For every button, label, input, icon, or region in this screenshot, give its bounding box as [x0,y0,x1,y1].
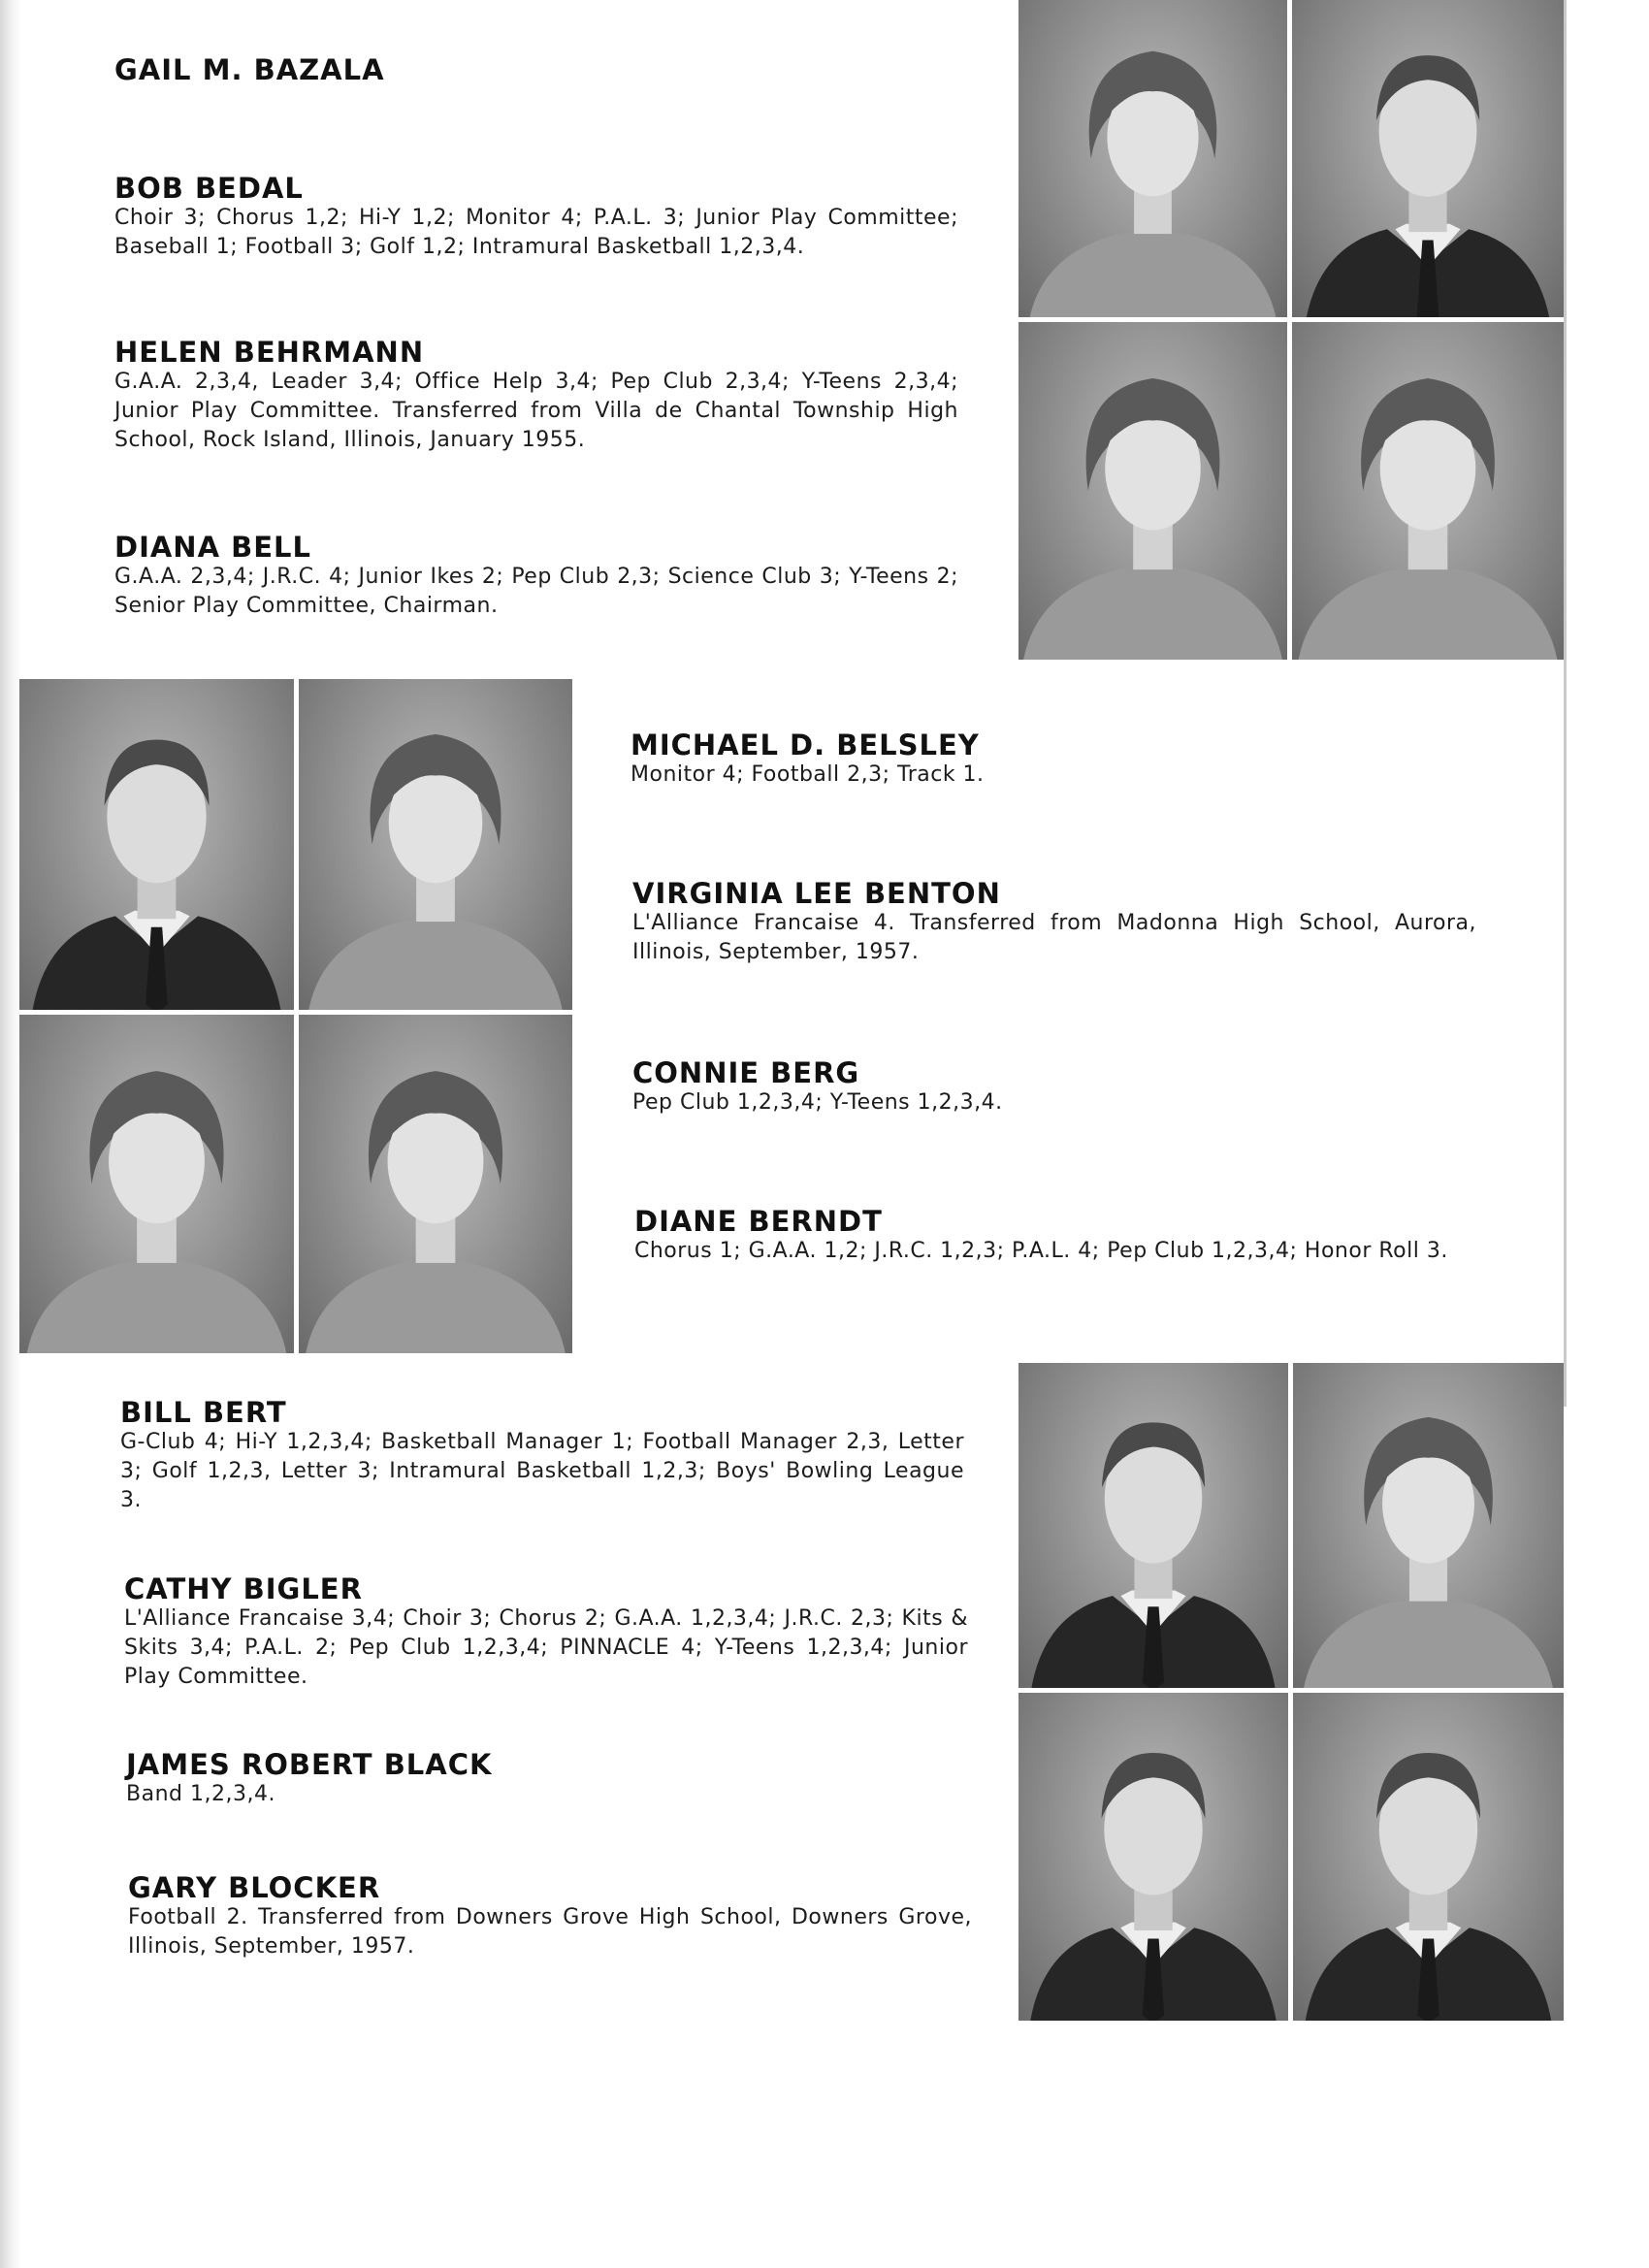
senior-entry [120,1397,964,1515]
portrait-photo [1018,0,1287,317]
portrait-sweater [306,1257,566,1353]
portrait-photo [1293,1363,1564,1688]
portrait-photo [19,1015,294,1353]
student-activities: G.A.A. 2,3,4, Leader 3,4; Office Help 3,4; Pep Club 2,3,4; Y-Teens 2,3,4; Junior Play Committee. Transferred from Villa de Chantal Township High School, Rock Island, Illinois, January 1955. [114,370,958,452]
portrait-silhouette [299,1015,572,1353]
portrait-silhouette [1018,1693,1288,2021]
student-name: VIRGINIA LEE BENTON [632,877,1001,910]
senior-entry [632,878,1476,967]
student-activities: L'Alliance Francaise 4. Transferred from Madonna High School, Aurora, Illinois, September, 1957. [632,911,1476,964]
portrait-photo [1018,322,1287,660]
student-name: GAIL M. BAZALA [114,53,385,86]
student-name: DIANA BELL [114,531,311,564]
photo-group-1 [1018,0,1564,660]
student-name: CONNIE BERG [632,1056,860,1089]
portrait-sweater [1023,564,1282,660]
student-activities: Band 1,2,3,4. [126,1782,275,1806]
student-activities: Monitor 4; Football 2,3; Track 1. [630,762,985,787]
portrait-sweater [1299,564,1558,660]
photo-group-3 [1018,1363,1564,2021]
portrait-silhouette [1292,0,1564,317]
portrait-silhouette [1018,0,1287,317]
student-name: JAMES ROBERT BLACK [126,1748,493,1781]
portrait-silhouette [299,679,572,1010]
student-name: DIANE BERNDT [634,1205,883,1238]
portrait-sweater [1029,229,1277,317]
student-name: MICHAEL D. BELSLEY [630,729,980,761]
portrait-photo [299,1015,572,1353]
portrait-silhouette [19,679,294,1010]
senior-entry [634,1206,1478,1266]
portrait-photo [1292,322,1564,660]
portrait-sweater [27,1257,287,1353]
senior-entry [114,532,958,621]
student-activities: G.A.A. 2,3,4; J.R.C. 4; Junior Ikes 2; Pep Club 2,3; Science Club 3; Y-Teens 2; Senior Play Committee, Chairman. [114,565,958,618]
student-name: CATHY BIGLER [124,1572,363,1605]
portrait-silhouette [19,1015,294,1353]
senior-entry [124,1573,968,1692]
portrait-photo [1292,0,1564,317]
senior-entry [632,1057,1476,1118]
portrait-photo [1018,1363,1288,1688]
student-name: HELEN BEHRMANN [114,336,425,369]
senior-entry [126,1749,970,1809]
student-name: BILL BERT [120,1396,287,1429]
portrait-photo [1293,1693,1564,2021]
portrait-photo [1018,1693,1288,2021]
portrait-silhouette [1293,1693,1564,2021]
page-binding-shadow [0,0,21,2268]
senior-entry [114,54,958,85]
portrait-silhouette [1018,1363,1288,1688]
photo-group-2 [19,679,572,1353]
portrait-sweater [308,916,562,1010]
student-activities: G-Club 4; Hi-Y 1,2,3,4; Basketball Manager 1; Football Manager 2,3, Letter 3; Golf 1,2,3, Letter 3; Intramural Basketball 1,2,3; Boys' Bowling League 3. [120,1430,964,1512]
senior-entry [114,173,958,262]
student-name: BOB BEDAL [114,172,304,205]
portrait-silhouette [1292,322,1564,660]
student-activities: L'Alliance Francaise 3,4; Choir 3; Chorus 2; G.A.A. 1,2,3,4; J.R.C. 2,3; Kits & Skits 3,4; P.A.L. 2; Pep Club 1,2,3,4; PINNACLE 4; Y-Teens 1,2,3,4; Junior Play Committee. [124,1606,968,1689]
portrait-silhouette [1293,1363,1564,1688]
portrait-sweater [1304,1596,1553,1688]
student-name: GARY BLOCKER [128,1871,381,1904]
student-activities: Football 2. Transferred from Downers Grove High School, Downers Grove, Illinois, September, 1957. [128,1905,972,1959]
portrait-photo [299,679,572,1010]
page-edge [1564,0,1567,1407]
senior-entry [114,337,958,455]
portrait-photo [19,679,294,1010]
student-activities: Choir 3; Chorus 1,2; Hi-Y 1,2; Monitor 4; P.A.L. 3; Junior Play Committee; Baseball 1; Football 3; Golf 1,2; Intramural Basketball 1,2,3,4. [114,206,958,259]
senior-entry [630,729,1474,790]
student-activities: Pep Club 1,2,3,4; Y-Teens 1,2,3,4. [632,1090,1003,1115]
student-activities: Chorus 1; G.A.A. 1,2; J.R.C. 1,2,3; P.A.L. 4; Pep Club 1,2,3,4; Honor Roll 3. [634,1239,1448,1263]
senior-entry [128,1872,972,1961]
portrait-silhouette [1018,322,1287,660]
